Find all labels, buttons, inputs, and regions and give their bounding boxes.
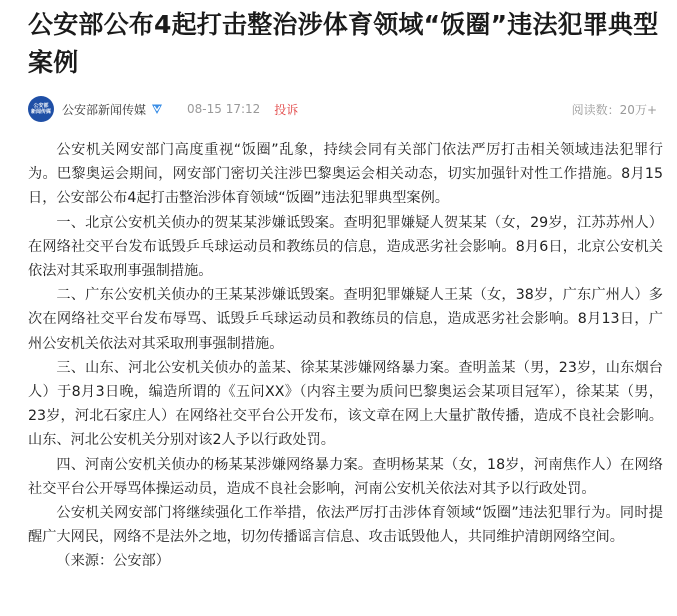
author-avatar[interactable] [28,96,54,122]
verified-badge-icon [151,103,163,115]
publish-time: 08-15 17:12 [187,102,261,116]
avatar-text-line1: 公安部 [33,103,49,109]
paragraph-intro: 公安机关网安部门高度重视“饭圈”乱象，持续会同有关部门依法严厉打击相关领域违法犯罪行为。巴黎奥运会期间，网安部门密切关注涉巴黎奥运会相关动态，切实加强针对性工作措施。8月15日，公安部公布4起打击整治涉体育领域“饭圈”违法犯罪典型案例。 [28,142,663,207]
paragraph-case-2: 二、广东公安机关侦办的王某某涉嫌诋毁案。查明犯罪嫌疑人王某（女，38岁，广东广州人）多次在网络社交平台发布辱骂、诋毁乒乓球运动员和教练员的信息，造成恶劣社会影响。8月13日，广州公安机关依法对其采取刑事强制措施。 [28,287,663,352]
read-count: 阅读数：20万+ [571,102,657,117]
avatar-text-line2: 新闻传媒 [30,109,51,115]
paragraph-case-4: 四、河南公安机关侦办的杨某某涉嫌网络暴力案。查明杨某某（女，18岁，河南焦作人）在网络社交平台公开辱骂体操运动员，造成不良社会影响，河南公安机关依法对其予以行政处罚。 [28,456,663,497]
article-source: （来源：公安部） [56,553,170,570]
article-title: 公安部公布4起打击整治涉体育领域“饭圈”违法犯罪典型案例 [28,10,659,77]
paragraph-case-3: 三、山东、河北公安机关侦办的盖某、徐某某涉嫌网络暴力案。查明盖某（男，23岁，山东烟台人）于8月3日晚，编造所谓的《五问XX》（内容主要为质问巴黎奥运会某项目冠军），徐某某（男，23岁，河北石家庄人）在网络社交平台公开发布，该文章在网上大量扩散传播，造成不良社会影响。山东、河北公安机关分别对该2人予以行政处罚。 [28,359,663,449]
article-meta [28,94,663,124]
author-name[interactable]: 公安部新闻传媒 [62,102,147,117]
article-body [28,138,663,574]
paragraph-case-1: 一、北京公安机关侦办的贺某某涉嫌诋毁案。查明犯罪嫌疑人贺某某（女，29岁，江苏苏州人）在网络社交平台发布诋毁乒乓球运动员和教练员的信息，造成恶劣社会影响。8月6日，北京公安机关依法对其采取刑事强制措施。 [28,214,663,280]
report-link[interactable]: 投诉 [274,102,299,117]
paragraph-conclusion: 公安机关网安部门将继续强化工作举措，依法严厉打击涉体育领域“饭圈”违法犯罪行为。同时提醒广大网民，网络不是法外之地，切勿传播谣言信息、攻击诋毁他人，共同维护清朗网络空间。 [28,505,663,546]
